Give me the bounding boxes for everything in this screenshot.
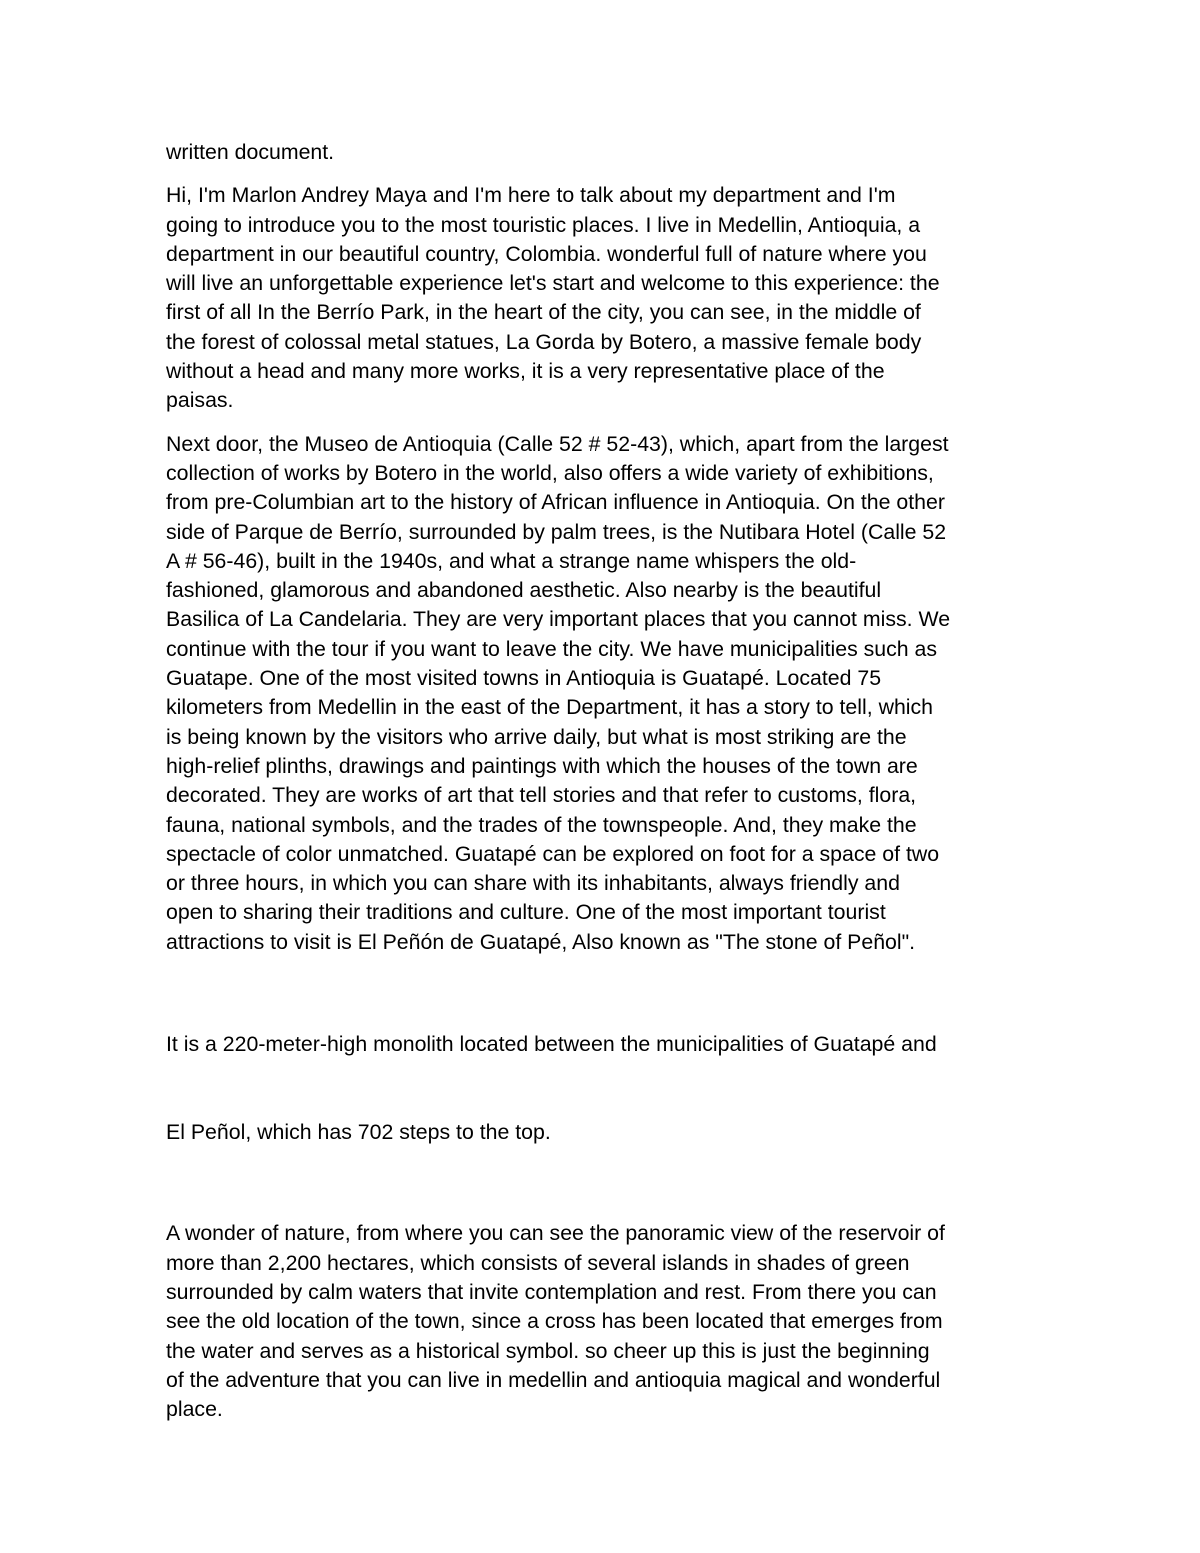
heading-line: written document. bbox=[166, 140, 335, 164]
paragraph-line: It is a 220-meter-high monolith located between the municipalities of Guatapé and bbox=[166, 1031, 937, 1056]
paragraph-line: department in our beautiful country, Colombia. wonderful full of nature where you bbox=[166, 241, 927, 266]
paragraph-line: fauna, national symbols, and the trades of the townspeople. And, they make the bbox=[166, 812, 917, 837]
paragraph-line: A wonder of nature, from where you can see the panoramic view of the reservoir of bbox=[166, 1221, 945, 1246]
paragraph-line: open to sharing their traditions and culture. One of the most important tourist bbox=[166, 900, 886, 925]
paragraph-line: continue with the tour if you want to leave the city. We have municipalities such as bbox=[166, 636, 938, 661]
paragraph-line: will live an unforgettable experience let's start and welcome to this experience: the bbox=[166, 271, 940, 296]
paragraph-monolith bbox=[166, 971, 1038, 1205]
paragraph-line: first of all In the Berrío Park, in the heart of the city, you can see, in the middle of bbox=[166, 300, 921, 325]
paragraph-line: side of Parque de Berrío, surrounded by palm trees, is the Nutibara Hotel (Calle 52 bbox=[166, 519, 947, 544]
paragraph-line: paisas. bbox=[166, 388, 234, 413]
paragraph-line: Guatape. One of the most visited towns in Antioquia is Guatapé. Located 75 bbox=[166, 666, 882, 691]
paragraph-line: attractions to visit is El Peñón de Guatapé, Also known as "The stone of Peñol". bbox=[166, 929, 916, 954]
paragraph-line: decorated. They are works of art that tell stories and that refer to customs, flora, bbox=[166, 783, 917, 808]
document-body bbox=[166, 138, 1038, 1438]
paragraph-line: Basilica of La Candelaria. They are very important places that you cannot miss. We bbox=[166, 607, 951, 632]
paragraph-intro bbox=[166, 181, 1038, 415]
paragraph-line: of the adventure that you can live in medellin and antioquia magical and wonderful bbox=[166, 1367, 941, 1392]
paragraph-line: kilometers from Medellin in the east of the Department, it has a story to tell, which bbox=[166, 695, 934, 720]
paragraph-line: the water and serves as a historical symbol. so cheer up this is just the beginning bbox=[166, 1338, 930, 1363]
paragraph-line: see the old location of the town, since a cross has been located that emerges from bbox=[166, 1309, 943, 1334]
paragraph-line: more than 2,200 hectares, which consists of several islands in shades of green bbox=[166, 1250, 910, 1275]
paragraph-line: El Peñol, which has 702 steps to the top. bbox=[166, 1119, 551, 1144]
paragraph-line: going to introduce you to the most touristic places. I live in Medellin, Antioquia, a bbox=[166, 212, 921, 237]
paragraph-line: or three hours, in which you can share with its inhabitants, always friendly and bbox=[166, 871, 900, 896]
paragraph-line: place. bbox=[166, 1397, 223, 1422]
paragraph-line: from pre-Columbian art to the history of African influence in Antioquia. On the other bbox=[166, 490, 945, 515]
paragraph-line: without a head and many more works, it is a very representative place of the bbox=[166, 359, 885, 384]
paragraph-line: high-relief plinths, drawings and paintings with which the houses of the town are bbox=[166, 753, 918, 778]
paragraph-line: spectacle of color unmatched. Guatapé can be explored on foot for a space of two bbox=[166, 841, 940, 866]
paragraph-line: A # 56-46), built in the 1940s, and what a strange name whispers the old- bbox=[166, 548, 857, 573]
paragraph-line: fashioned, glamorous and abandoned aesthetic. Also nearby is the beautiful bbox=[166, 578, 882, 603]
document-heading bbox=[166, 138, 1038, 167]
paragraph-line: collection of works by Botero in the world, also offers a wide variety of exhibitions, bbox=[166, 460, 934, 485]
paragraph-museum bbox=[166, 430, 1038, 957]
paragraph-line: the forest of colossal metal statues, La Gorda by Botero, a massive female body bbox=[166, 329, 922, 354]
paragraph-line: surrounded by calm waters that invite contemplation and rest. From there you can bbox=[166, 1279, 937, 1304]
paragraph-line: is being known by the visitors who arrive daily, but what is most striking are the bbox=[166, 724, 907, 749]
paragraph-line: Next door, the Museo de Antioquia (Calle 52 # 52-43), which, apart from the largest bbox=[166, 431, 949, 456]
paragraph-line: Hi, I'm Marlon Andrey Maya and I'm here to talk about my department and I'm bbox=[166, 183, 896, 208]
paragraph-reservoir bbox=[166, 1219, 1038, 1424]
